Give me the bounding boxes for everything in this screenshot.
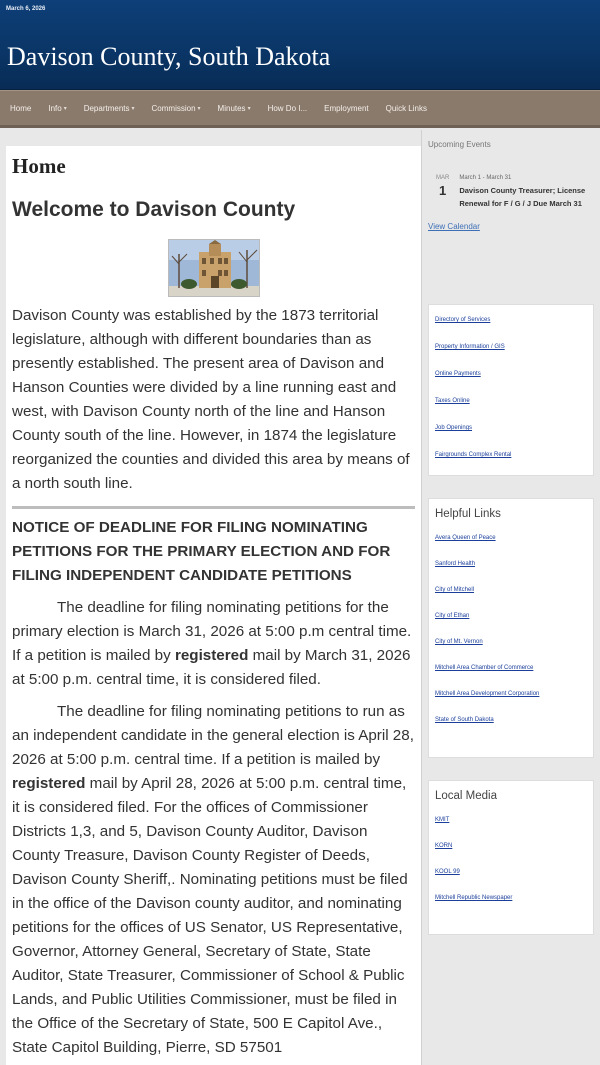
local-media-box xyxy=(428,780,594,935)
helpful-link[interactable]: City of Mitchell xyxy=(435,587,475,593)
site-header xyxy=(0,0,600,90)
emphasis-text: registered xyxy=(12,775,86,792)
nav-item-info[interactable] xyxy=(48,104,66,113)
paragraph-text: The deadline for filing nominating petitions to run as an independent candidate in the general election is April 28, 2026 at 5:00 p.m. central time. If a petition is mailed by xyxy=(12,703,414,768)
helpful-links-title: Helpful Links xyxy=(435,508,501,520)
upcoming-events-title: Upcoming Events xyxy=(428,140,491,149)
view-calendar-link[interactable]: View Calendar xyxy=(428,222,480,231)
helpful-links-box xyxy=(428,498,594,758)
chevron-down-icon: ▾ xyxy=(197,105,201,112)
paragraph-text: The deadline for filing nominating petitions for the primary election is March 31, 2026 at 5:00 p.m central time. If a petition is mailed by xyxy=(12,599,412,664)
column-divider xyxy=(421,130,422,1065)
nav-item-label: Employment xyxy=(324,103,369,113)
chevron-down-icon: ▾ xyxy=(63,105,67,112)
nav-item-home[interactable] xyxy=(10,104,31,113)
event-range: March 1 - March 31 xyxy=(459,175,512,181)
paragraph-text: mail by March 31, 2026 at 5:00 p.m. central time, it is considered filed. xyxy=(12,647,411,688)
quick-link[interactable]: Job Openings xyxy=(435,425,473,431)
nav-item-how-do-i[interactable] xyxy=(268,104,308,113)
notice-heading: NOTICE OF DEADLINE FOR FILING NOMINATING PETITIONS FOR THE PRIMARY ELECTION AND FOR FILING INDEPENDENT CANDIDATE PETITIONS xyxy=(12,519,391,584)
local-media-title: Local Media xyxy=(435,790,498,802)
media-link[interactable]: KMIT xyxy=(435,817,450,823)
nav-item-label: Info xyxy=(48,103,62,113)
quick-link[interactable]: Property Information / GIS xyxy=(435,344,505,350)
nav-item-minutes[interactable] xyxy=(218,104,251,113)
site-title[interactable]: Davison County, South Dakota xyxy=(7,42,331,71)
media-link[interactable]: KORN xyxy=(435,843,453,849)
courthouse-photo xyxy=(168,239,260,297)
intro-paragraph: Davison County was established by the 1873 territorial legislature, although with different boundaries than as presently established. The present area of Davison and Hanson Counties were divided by a line running east and west, with Davison County north of the line and Hanson County south of the line. However, in 1874 the legislature reorganized the counties and divided this area by means of a north south line. xyxy=(12,307,410,492)
nav-item-commission[interactable] xyxy=(152,104,201,113)
quick-link[interactable]: Fairgrounds Complex Rental xyxy=(435,452,512,458)
helpful-link[interactable]: City of Ethan xyxy=(435,613,470,619)
event-date xyxy=(428,175,449,210)
quick-links-box xyxy=(428,304,594,476)
chevron-down-icon: ▾ xyxy=(131,105,135,112)
chevron-down-icon: ▾ xyxy=(247,105,251,112)
nav-item-quick-links[interactable] xyxy=(386,104,427,113)
main-nav xyxy=(0,90,600,128)
event-month: MAR xyxy=(436,175,450,181)
quick-link[interactable]: Directory of Services xyxy=(435,317,491,323)
event-item[interactable] xyxy=(428,175,594,210)
event-name[interactable]: Davison County Treasurer; License Renewal for F / G / J Due March 31 xyxy=(459,186,586,208)
nav-item-departments[interactable] xyxy=(84,104,135,113)
notice-paragraph-independent xyxy=(12,700,415,1060)
helpful-link[interactable]: State of South Dakota xyxy=(435,717,494,723)
helpful-link[interactable]: City of Mt. Vernon xyxy=(435,639,483,645)
event-info xyxy=(459,175,594,210)
helpful-link[interactable]: Avera Queen of Peace xyxy=(435,535,496,541)
section-divider xyxy=(12,506,415,509)
nav-item-label: Departments xyxy=(83,103,130,113)
nav-item-label: How Do I... xyxy=(267,103,308,113)
main-content xyxy=(6,146,421,1065)
quick-link[interactable]: Online Payments xyxy=(435,371,481,377)
header-date: March 6, 2026 xyxy=(6,6,46,12)
nav-item-label: Home xyxy=(10,103,32,113)
quick-link[interactable]: Taxes Online xyxy=(435,398,470,404)
nav-item-employment[interactable] xyxy=(324,104,368,113)
emphasis-text: registered xyxy=(174,647,249,664)
media-link[interactable]: KOOL 99 xyxy=(435,869,460,875)
paragraph-text: mail by April 28, 2026 at 5:00 p.m. central time, it is considered filed. For the offices of Commissioner Districts 1,3, and 5, Davison County Auditor, Davison County Treasure, Davison County Register of Deeds, Davison County Sheriff,. Nominating petitions must be filed in the office of the Davison county auditor, and nominating petitions for the offices of US Senator, US Representative, Governor, Attorney General, Secretary of State, State Auditor, State Treasurer, Commissioner of School & Public Lands, and Public Utilities Commissioner, must be filed in the Office of the Secretary of State, 500 E Capitol Ave., State Capitol Building, Pierre, SD 57501 xyxy=(12,775,408,1056)
nav-item-label: Quick Links xyxy=(385,103,427,113)
nav-item-label: Minutes xyxy=(217,103,246,113)
sidebar xyxy=(428,140,594,901)
page-title: Home xyxy=(12,154,66,178)
courthouse-image xyxy=(169,240,260,297)
welcome-heading: Welcome to Davison County xyxy=(12,198,296,221)
helpful-link[interactable]: Mitchell Area Development Corporation xyxy=(435,691,540,697)
helpful-link[interactable]: Mitchell Area Chamber of Commerce xyxy=(435,665,534,671)
nav-item-label: Commission xyxy=(151,103,196,113)
event-day: 1 xyxy=(439,183,447,198)
media-link[interactable]: Mitchell Republic Newspaper xyxy=(435,895,513,901)
helpful-link[interactable]: Sanford Health xyxy=(435,561,476,567)
notice-paragraph-primary xyxy=(12,596,415,692)
